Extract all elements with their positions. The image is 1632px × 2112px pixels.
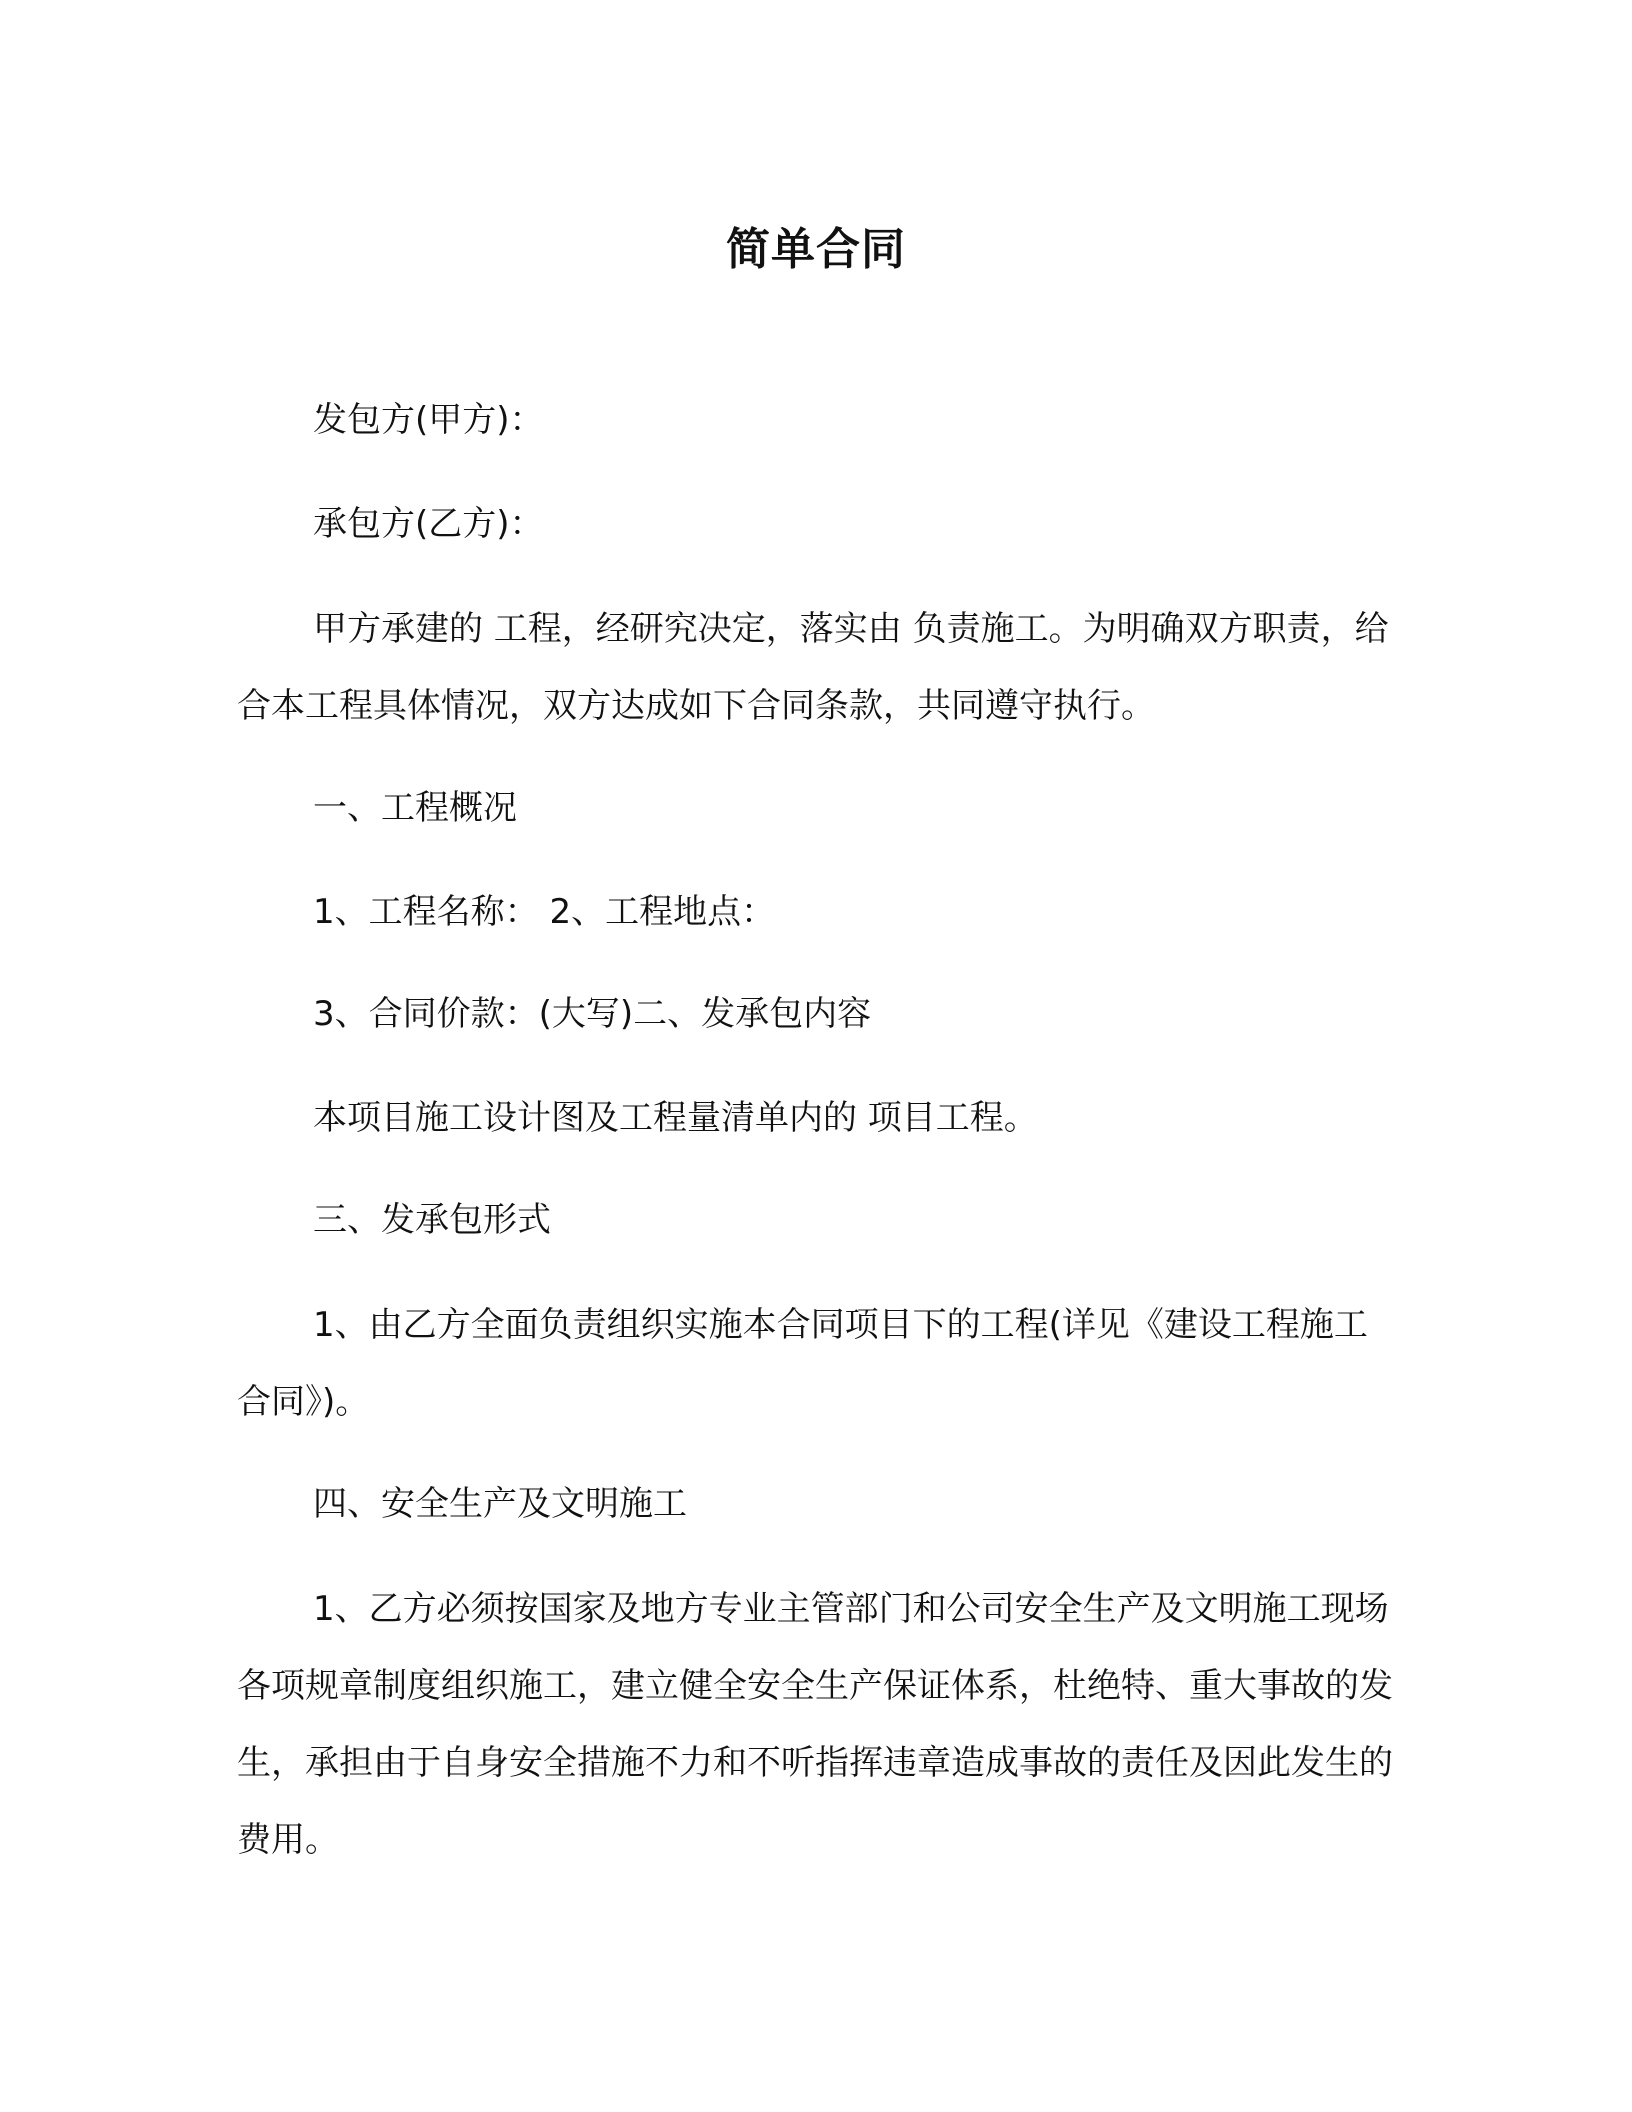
section-1-heading: 一、工程概况 bbox=[313, 788, 517, 828]
contract-form-paragraph: 1、由乙方全面负责组织实施本合同项目下的工程(详见《建设工程施工合同》)。 bbox=[237, 1305, 1368, 1422]
party-b-line: 承包方(乙方)： bbox=[313, 504, 544, 544]
intro-paragraph: 甲方承建的 工程，经研究决定，落实由 负责施工。为明确双方职责，给合本工程具体情况，双方达成如下合同条款，共同遵守执行。 bbox=[237, 609, 1389, 726]
safety-paragraph: 1、乙方必须按国家及地方专业主管部门和公司安全生产及文明施工现场各项规章制度组织施工，建立健全安全生产保证体系，杜绝特、重大事故的发生，承担由于自身安全措施不力和不听指挥违章造成事故的责任及因此发生的费用。 bbox=[237, 1589, 1393, 1860]
party-a-line: 发包方(甲方)： bbox=[313, 400, 544, 440]
contract-price-line: 3、合同价款：(大写)二、发承包内容 bbox=[313, 994, 872, 1034]
section-3-heading: 三、发承包形式 bbox=[313, 1200, 551, 1240]
project-name-location-line: 1、工程名称： 2、工程地点： bbox=[313, 892, 776, 932]
section-4-heading: 四、安全生产及文明施工 bbox=[313, 1484, 687, 1524]
document-title: 简单合同 bbox=[726, 224, 906, 275]
scope-line: 本项目施工设计图及工程量清单内的 项目工程。 bbox=[313, 1098, 1038, 1138]
